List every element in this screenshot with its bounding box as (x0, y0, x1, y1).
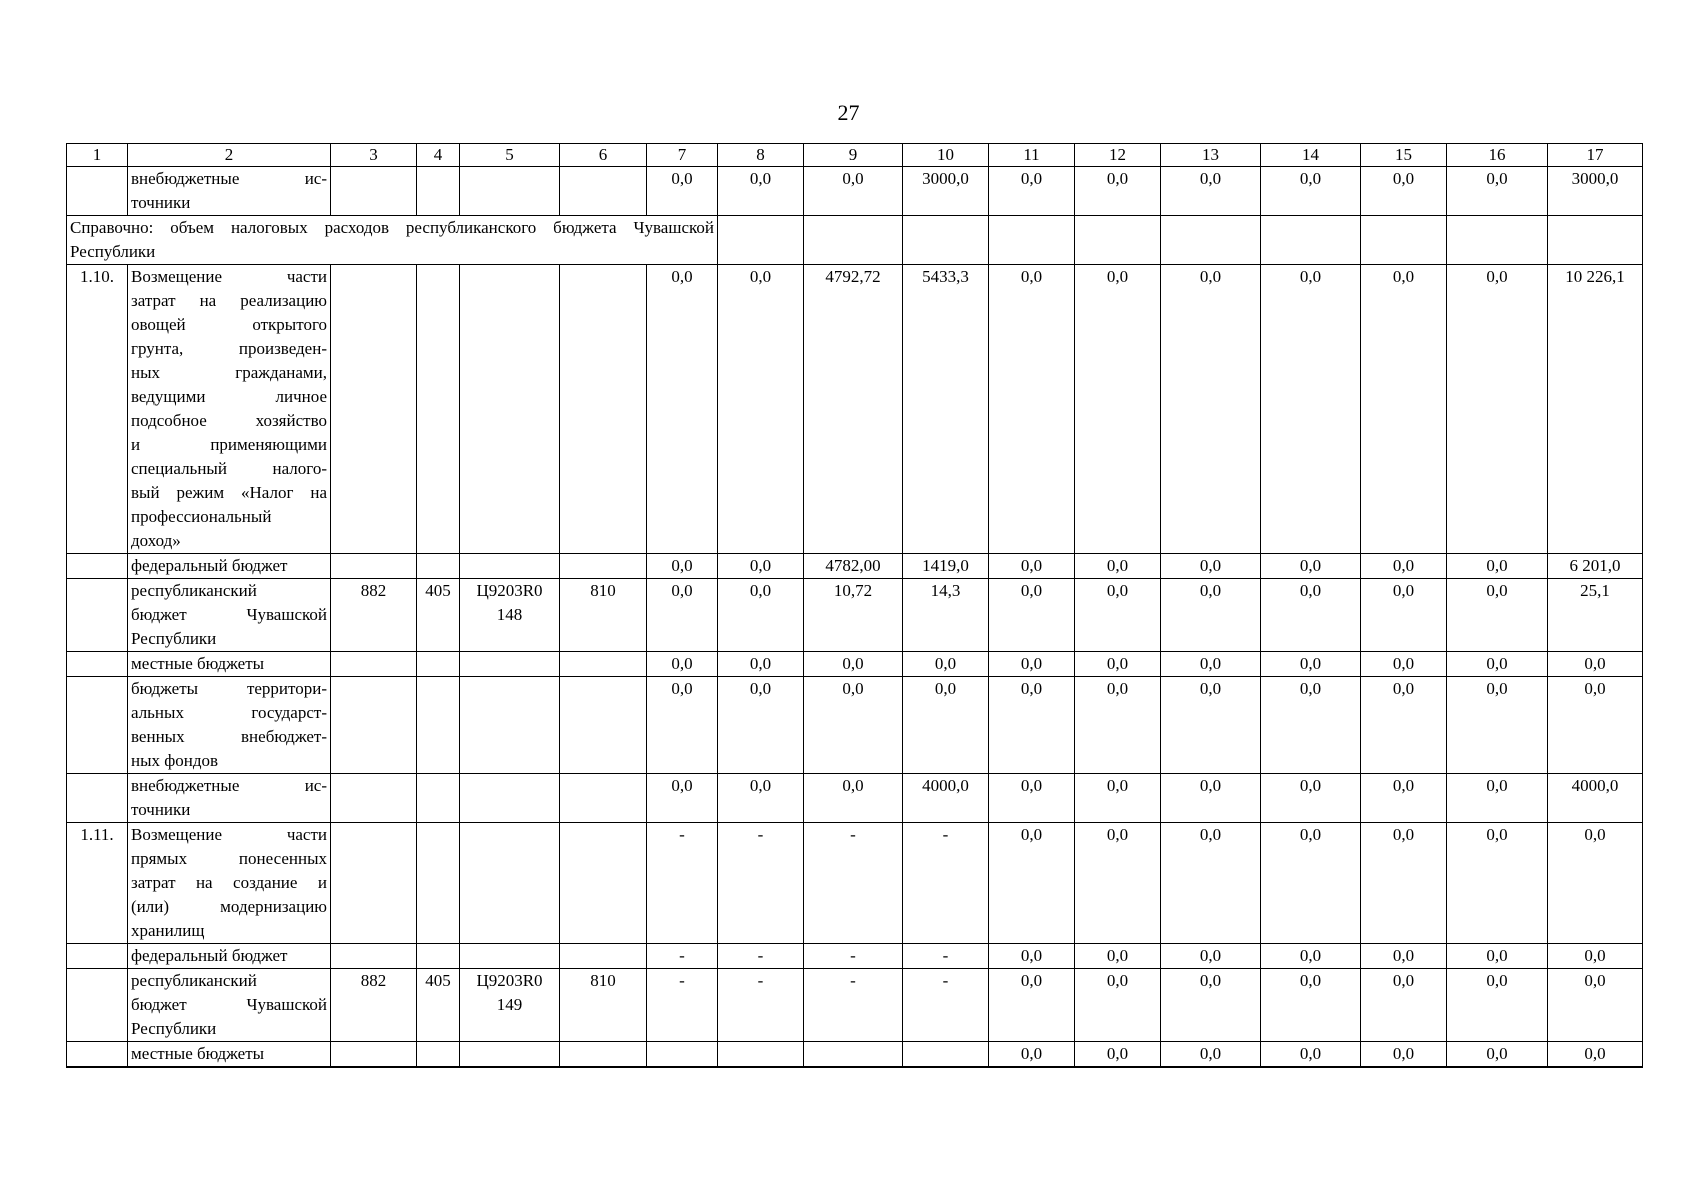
table-row (67, 652, 1643, 677)
code-cell: 405 (417, 579, 460, 652)
empty-cell (1161, 216, 1261, 265)
code-cell (560, 1042, 647, 1068)
code-cell (460, 677, 560, 774)
row-label-line: федеральный бюджет (131, 946, 288, 965)
value-cell: 0,0 (1447, 944, 1548, 969)
code-cell (560, 167, 647, 216)
row-label-line: федеральный бюджет (131, 556, 288, 575)
value-cell: 0,0 (647, 265, 718, 554)
value-cell (903, 1042, 989, 1068)
row-label-line: и применяющими (131, 435, 327, 454)
value-cell: 0,0 (1361, 579, 1447, 652)
code-cell (560, 554, 647, 579)
column-header: 4 (417, 144, 460, 167)
value-cell: 0,0 (804, 774, 903, 823)
value-cell: 0,0 (1447, 579, 1548, 652)
row-label-line: затрат на реализацию (131, 291, 327, 310)
value-cell: 0,0 (1447, 652, 1548, 677)
code-cell (331, 1042, 417, 1068)
row-label (128, 1042, 331, 1068)
value-cell: 0,0 (1261, 652, 1361, 677)
code-cell (460, 774, 560, 823)
value-cell (647, 1042, 718, 1068)
value-cell: - (647, 969, 718, 1042)
value-cell (718, 1042, 804, 1068)
value-cell: 0,0 (1075, 1042, 1161, 1068)
value-cell: 0,0 (718, 554, 804, 579)
row-label-line: точники (131, 193, 191, 212)
empty-cell (903, 216, 989, 265)
table-row (67, 774, 1643, 823)
value-cell: 4782,00 (804, 554, 903, 579)
column-header: 9 (804, 144, 903, 167)
value-cell: 0,0 (1075, 823, 1161, 944)
value-cell: 0,0 (1161, 969, 1261, 1042)
value-cell: 0,0 (1261, 969, 1361, 1042)
value-cell: 0,0 (1361, 969, 1447, 1042)
value-cell: 0,0 (989, 265, 1075, 554)
row-label-line: внебюджетные ис- (131, 169, 327, 188)
row-label-line: затрат на создание и (131, 873, 327, 892)
value-cell: 4000,0 (903, 774, 989, 823)
code-cell (460, 265, 560, 554)
row-label-line: точники (131, 800, 191, 819)
value-cell: 0,0 (1361, 774, 1447, 823)
note-cell: Справочно: объем налоговых расходов республиканского бюджета Чувашской Республики (67, 216, 718, 265)
row-label-line: подсобное хозяйство (131, 411, 327, 430)
row-label-line: овощей открытого (131, 315, 327, 334)
value-cell: 0,0 (718, 774, 804, 823)
value-cell: 0,0 (1447, 774, 1548, 823)
value-cell: 0,0 (1447, 167, 1548, 216)
empty-cell (1361, 216, 1447, 265)
value-cell: 0,0 (804, 677, 903, 774)
row-label (128, 265, 331, 554)
value-cell: 0,0 (1161, 823, 1261, 944)
code-cell (331, 167, 417, 216)
value-cell: 0,0 (1361, 944, 1447, 969)
column-header: 8 (718, 144, 804, 167)
code-cell (460, 554, 560, 579)
value-cell: 0,0 (1075, 652, 1161, 677)
value-cell: 5433,3 (903, 265, 989, 554)
code-cell: Ц9203R0 148 (460, 579, 560, 652)
code-cell (460, 167, 560, 216)
value-cell: 0,0 (1447, 554, 1548, 579)
value-cell: 0,0 (1361, 652, 1447, 677)
table-row (67, 167, 1643, 216)
page-number: 27 (837, 100, 860, 125)
row-label-line: внебюджетные ис- (131, 776, 327, 795)
column-header: 10 (903, 144, 989, 167)
row-label (128, 554, 331, 579)
column-header: 17 (1548, 144, 1643, 167)
value-cell: - (804, 944, 903, 969)
value-cell: 0,0 (989, 774, 1075, 823)
value-cell: - (804, 969, 903, 1042)
value-cell: 0,0 (647, 677, 718, 774)
row-label-line: Республики (131, 1019, 217, 1038)
row-number (67, 774, 128, 823)
row-label (128, 823, 331, 944)
code-cell: 882 (331, 969, 417, 1042)
value-cell: 0,0 (718, 167, 804, 216)
row-number (67, 944, 128, 969)
row-number (67, 167, 128, 216)
value-cell: 0,0 (718, 677, 804, 774)
code-cell: Ц9203R0 149 (460, 969, 560, 1042)
code-cell (417, 265, 460, 554)
code-cell (331, 944, 417, 969)
code-cell (417, 677, 460, 774)
value-cell: 0,0 (647, 774, 718, 823)
column-header: 3 (331, 144, 417, 167)
row-label-line: ведущими личное (131, 387, 327, 406)
row-number (67, 1042, 128, 1068)
code-cell (417, 652, 460, 677)
value-cell: 0,0 (647, 554, 718, 579)
column-header: 11 (989, 144, 1075, 167)
value-cell: 0,0 (903, 677, 989, 774)
code-cell (560, 944, 647, 969)
value-cell: 3000,0 (903, 167, 989, 216)
value-cell: 0,0 (718, 265, 804, 554)
value-cell: 0,0 (989, 969, 1075, 1042)
value-cell: 14,3 (903, 579, 989, 652)
value-cell: 0,0 (1261, 167, 1361, 216)
value-cell (804, 1042, 903, 1068)
row-label (128, 167, 331, 216)
code-cell (560, 774, 647, 823)
code-cell (331, 554, 417, 579)
value-cell: 0,0 (989, 823, 1075, 944)
code-cell (560, 677, 647, 774)
row-label (128, 652, 331, 677)
value-cell: 1419,0 (903, 554, 989, 579)
row-label-line: Возмещение части (131, 267, 327, 286)
row-label-line: Возмещение части (131, 825, 327, 844)
row-label-line: ных гражданами, (131, 363, 327, 382)
code-cell (331, 774, 417, 823)
empty-cell (718, 216, 804, 265)
code-cell (460, 944, 560, 969)
value-cell: 0,0 (1261, 823, 1361, 944)
value-cell: 0,0 (1447, 1042, 1548, 1068)
value-cell: 0,0 (1548, 1042, 1643, 1068)
row-label-line: (или) модернизацию (131, 897, 327, 916)
row-label-line: ных фондов (131, 751, 219, 770)
value-cell: 0,0 (1447, 823, 1548, 944)
table-row (67, 579, 1643, 652)
value-cell: 10 226,1 (1548, 265, 1643, 554)
code-cell (560, 265, 647, 554)
row-label-line: республиканский (131, 971, 257, 990)
value-cell: 0,0 (1075, 969, 1161, 1042)
value-cell: 0,0 (718, 579, 804, 652)
value-cell: 0,0 (989, 579, 1075, 652)
code-cell (460, 1042, 560, 1068)
empty-cell (804, 216, 903, 265)
value-cell: 0,0 (1361, 265, 1447, 554)
row-number: 1.10. (67, 265, 128, 554)
value-cell: 0,0 (1161, 774, 1261, 823)
row-label-line: бюджеты территори- (131, 679, 327, 698)
value-cell: 0,0 (1161, 554, 1261, 579)
code-cell (331, 677, 417, 774)
value-cell: 0,0 (647, 579, 718, 652)
value-cell: 0,0 (1548, 677, 1643, 774)
row-label-line: специальный налого- (131, 459, 327, 478)
column-header: 2 (128, 144, 331, 167)
value-cell: 0,0 (989, 1042, 1075, 1068)
value-cell: 0,0 (1075, 677, 1161, 774)
value-cell: 25,1 (1548, 579, 1643, 652)
value-cell: 0,0 (1261, 1042, 1361, 1068)
value-cell: 0,0 (1161, 677, 1261, 774)
value-cell: 0,0 (1261, 774, 1361, 823)
value-cell: 0,0 (989, 554, 1075, 579)
value-cell: 0,0 (1075, 944, 1161, 969)
row-number (67, 579, 128, 652)
table-row (67, 969, 1643, 1042)
row-label (128, 969, 331, 1042)
value-cell: - (718, 823, 804, 944)
value-cell: - (718, 944, 804, 969)
value-cell: - (647, 823, 718, 944)
value-cell: 0,0 (1361, 677, 1447, 774)
code-cell: 810 (560, 579, 647, 652)
row-label-line: прямых понесенных (131, 849, 327, 868)
column-header: 16 (1447, 144, 1548, 167)
value-cell: - (718, 969, 804, 1042)
table-row (67, 823, 1643, 944)
row-number (67, 677, 128, 774)
empty-cell (1075, 216, 1161, 265)
row-label (128, 774, 331, 823)
column-header: 14 (1261, 144, 1361, 167)
table-row (67, 265, 1643, 554)
row-number (67, 652, 128, 677)
row-label (128, 677, 331, 774)
column-header: 13 (1161, 144, 1261, 167)
row-label (128, 579, 331, 652)
value-cell: 0,0 (1548, 969, 1643, 1042)
value-cell: 0,0 (1075, 774, 1161, 823)
value-cell: 0,0 (1075, 167, 1161, 216)
row-label-line: венных внебюджет- (131, 727, 327, 746)
value-cell: 0,0 (1548, 944, 1643, 969)
header-row (67, 144, 1643, 167)
column-header: 15 (1361, 144, 1447, 167)
value-cell: 0,0 (1261, 944, 1361, 969)
value-cell: 0,0 (1261, 554, 1361, 579)
value-cell: 0,0 (1075, 579, 1161, 652)
value-cell: - (903, 944, 989, 969)
code-cell (417, 823, 460, 944)
value-cell: 0,0 (804, 652, 903, 677)
value-cell: 0,0 (647, 652, 718, 677)
row-label-line: бюджет Чувашской (131, 605, 327, 624)
column-header: 5 (460, 144, 560, 167)
row-label-line: местные бюджеты (131, 654, 265, 673)
value-cell: 0,0 (989, 652, 1075, 677)
empty-cell (989, 216, 1075, 265)
value-cell: 6 201,0 (1548, 554, 1643, 579)
row-label-line: бюджет Чувашской (131, 995, 327, 1014)
row-label-line: вый режим «Налог на (131, 483, 327, 502)
value-cell: 0,0 (1161, 265, 1261, 554)
value-cell: 0,0 (1361, 823, 1447, 944)
row-label-line: местные бюджеты (131, 1044, 265, 1063)
row-label-line: грунта, произведен- (131, 339, 327, 358)
column-header: 12 (1075, 144, 1161, 167)
row-label-line: доход» (131, 531, 181, 550)
code-cell (417, 167, 460, 216)
column-header: 1 (67, 144, 128, 167)
row-number: 1.11. (67, 823, 128, 944)
value-cell: 0,0 (1075, 265, 1161, 554)
value-cell: 0,0 (1075, 554, 1161, 579)
code-cell (417, 774, 460, 823)
value-cell: 0,0 (1161, 1042, 1261, 1068)
code-cell (417, 554, 460, 579)
row-label-line: профессиональный (131, 507, 272, 526)
value-cell: 0,0 (718, 652, 804, 677)
value-cell: 0,0 (1161, 579, 1261, 652)
code-cell (460, 823, 560, 944)
table-row (67, 554, 1643, 579)
row-number (67, 554, 128, 579)
value-cell: 0,0 (1261, 677, 1361, 774)
value-cell: 0,0 (1548, 823, 1643, 944)
value-cell: 0,0 (1161, 167, 1261, 216)
note-row (67, 216, 1643, 265)
value-cell: 0,0 (1548, 652, 1643, 677)
value-cell: 0,0 (989, 167, 1075, 216)
value-cell: - (903, 969, 989, 1042)
code-cell (560, 823, 647, 944)
value-cell: - (647, 944, 718, 969)
value-cell: 0,0 (1161, 652, 1261, 677)
row-label-line: хранилищ (131, 921, 205, 940)
row-label (128, 944, 331, 969)
row-label-line: Республики (131, 629, 217, 648)
value-cell: 4792,72 (804, 265, 903, 554)
value-cell: - (804, 823, 903, 944)
value-cell: - (903, 823, 989, 944)
value-cell: 0,0 (1361, 554, 1447, 579)
value-cell: 0,0 (1361, 167, 1447, 216)
row-label-line: альных государст- (131, 703, 327, 722)
value-cell: 4000,0 (1548, 774, 1643, 823)
code-cell: 810 (560, 969, 647, 1042)
value-cell: 0,0 (1261, 265, 1361, 554)
empty-cell (1548, 216, 1643, 265)
value-cell: 0,0 (989, 677, 1075, 774)
column-header: 7 (647, 144, 718, 167)
code-cell: 882 (331, 579, 417, 652)
code-cell (331, 823, 417, 944)
value-cell: 0,0 (1447, 969, 1548, 1042)
table-row (67, 1042, 1643, 1068)
row-number (67, 969, 128, 1042)
table-row (67, 677, 1643, 774)
row-label-line: республиканский (131, 581, 257, 600)
value-cell: 0,0 (989, 944, 1075, 969)
column-header: 6 (560, 144, 647, 167)
code-cell (417, 1042, 460, 1068)
value-cell: 0,0 (903, 652, 989, 677)
code-cell (460, 652, 560, 677)
code-cell: 405 (417, 969, 460, 1042)
value-cell: 0,0 (1447, 677, 1548, 774)
code-cell (560, 652, 647, 677)
code-cell (331, 265, 417, 554)
value-cell: 0,0 (1361, 1042, 1447, 1068)
value-cell: 3000,0 (1548, 167, 1643, 216)
table-row (67, 944, 1643, 969)
code-cell (331, 652, 417, 677)
value-cell: 10,72 (804, 579, 903, 652)
value-cell: 0,0 (1161, 944, 1261, 969)
budget-table (66, 143, 1643, 1068)
code-cell (417, 944, 460, 969)
empty-cell (1447, 216, 1548, 265)
empty-cell (1261, 216, 1361, 265)
value-cell: 0,0 (647, 167, 718, 216)
value-cell: 0,0 (804, 167, 903, 216)
value-cell: 0,0 (1447, 265, 1548, 554)
value-cell: 0,0 (1261, 579, 1361, 652)
